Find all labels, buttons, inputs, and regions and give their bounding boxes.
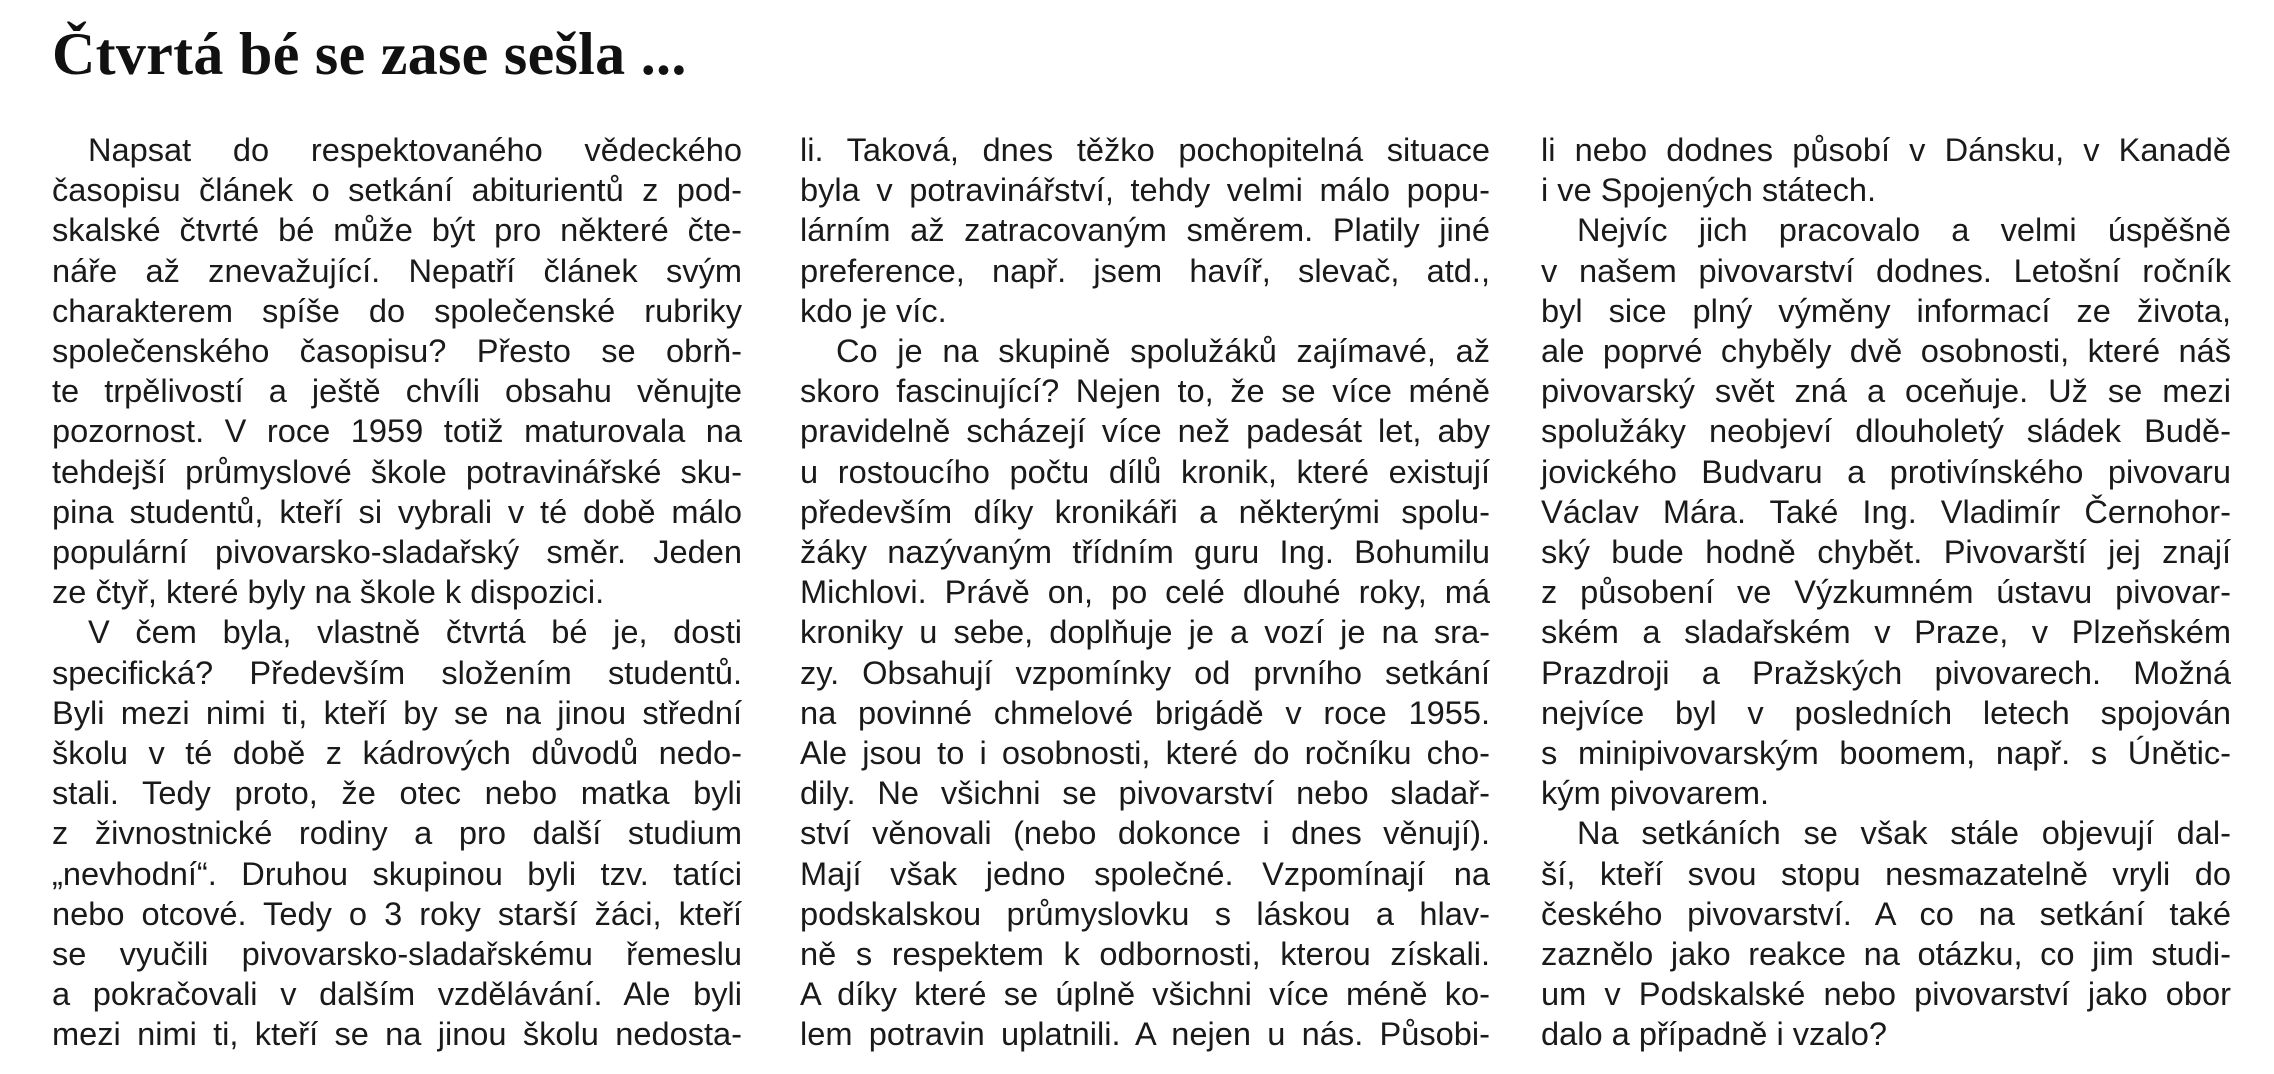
text-line: stali. Tedy proto, že otec nebo matka byli (52, 774, 742, 812)
text-line: i ve Spojených státech. (1541, 171, 1877, 209)
text-line: společenského časopisu? Přesto se obrň- (52, 332, 742, 370)
text-line: Václav Mára. Také Ing. Vladimír Černohor- (1541, 492, 2231, 530)
text-line: s minipivovarským boomem, např. s Únětic- (1541, 734, 2231, 772)
text-line: kroniky u sebe, doplňuje je a vozí je na sra- (800, 613, 1490, 651)
text-line: charakterem spíše do společenské rubriky (52, 291, 742, 329)
text-line: A díky které se úplně všichni více méně ko- (800, 975, 1490, 1013)
text-line: Nejvíc jich pracovalo a velmi úspěšně (1577, 211, 2231, 249)
text-line: populární pivovarsko-sladařský směr. Jeden (52, 533, 742, 571)
text-line: z působení ve Výzkumném ústavu pivovar- (1541, 573, 2231, 611)
text-line: Napsat do respektovaného vědeckého (88, 131, 742, 168)
text-line: Ale jsou to i osobnosti, které do ročníku cho- (800, 734, 1490, 772)
text-line: byl sice plný výměny informací ze života, (1541, 291, 2231, 329)
text-line: v našem pivovarství dodnes. Letošní ročník (1541, 251, 2231, 289)
text-line: žáky nazývaným třídním guru Ing. Bohumilu (800, 533, 1490, 571)
text-line: pozornost. V roce 1959 totiž maturovala na (52, 412, 742, 450)
text-line: mezi nimi ti, kteří se na jinou školu nedosta- (52, 1015, 742, 1053)
text-line: Na setkáních se však stále objevují dal- (1577, 814, 2231, 852)
text-line: ství věnovali (nebo dokonce i dnes věnují). (800, 814, 1490, 852)
text-line: te trpělivostí a ještě chvíli obsahu věnujte (52, 372, 742, 410)
text-line: dily. Ne všichni se pivovarství nebo sladař- (800, 774, 1490, 812)
text-line: „nevhodní“. Druhou skupinou byli tzv. tatíci (52, 854, 742, 892)
text-line: náře až znevažující. Nepatří článek svým (52, 251, 742, 289)
text-line: Michlovi. Právě on, po celé dlouhé roky, má (800, 573, 1490, 611)
text-line: kdo je víc. (800, 291, 947, 329)
article-title: Čtvrtá bé se zase sešla ... (52, 21, 687, 87)
text-line: dalo a případně i vzalo? (1541, 1015, 1887, 1053)
text-line: byla v potravinářství, tehdy velmi málo popu- (800, 171, 1490, 209)
text-line: pivovarský svět zná a oceňuje. Už se mezi (1541, 372, 2231, 410)
text-line: zaznělo jako reakce na otázku, co jim studi- (1541, 935, 2231, 973)
text-line: školu v té době z kádrových důvodů nedo- (52, 734, 742, 772)
text-line: spolužáky neobjeví dlouholetý sládek Budě- (1541, 412, 2231, 450)
article-column-3 (1541, 130, 2231, 1055)
text-line: ší, kteří svou stopu nesmazatelně vryli do (1541, 854, 2231, 892)
text-line: pravidelně scházejí více než padesát let, aby (800, 412, 1490, 450)
text-line: ně s respektem k odbornosti, kterou získali. (800, 935, 1490, 973)
text-line: na povinné chmelové brigádě v roce 1955. (800, 693, 1490, 731)
text-line: tehdejší průmyslové škole potravinářské sku- (52, 452, 742, 490)
article-column-2 (800, 130, 1490, 1055)
text-line: především díky kronikáři a některými spolu- (800, 492, 1490, 530)
text-line: zy. Obsahují vzpomínky od prvního setkání (800, 653, 1490, 691)
text-line: kým pivovarem. (1541, 774, 1770, 812)
text-line: nejvíce byl v posledních letech spojován (1541, 693, 2231, 731)
text-line: pina studentů, kteří si vybrali v té době málo (52, 492, 742, 530)
text-line: Byli mezi nimi ti, kteří by se na jinou střední (52, 693, 742, 731)
text-line: ském a sladařském v Praze, v Plzeňském (1541, 613, 2231, 651)
text-line: u rostoucího počtu dílů kronik, které existují (800, 452, 1490, 490)
text-line: V čem byla, vlastně čtvrtá bé je, dosti (88, 613, 742, 651)
text-line: jovického Budvaru a protivínského pivovaru (1541, 452, 2231, 490)
text-line: ský bude hodně chybět. Pivovarští jej znají (1541, 533, 2231, 571)
text-line: Co je na skupině spolužáků zajímavé, až (836, 332, 1490, 370)
text-line: li. Taková, dnes těžko pochopitelná situace (800, 131, 1490, 168)
text-line: nebo otcové. Tedy o 3 roky starší žáci, kteří (52, 894, 742, 932)
text-line: um v Podskalské nebo pivovarství jako obor (1541, 975, 2231, 1013)
article-column-1 (52, 130, 742, 1055)
text-line: časopisu článek o setkání abiturientů z pod- (52, 171, 742, 209)
text-line: podskalskou průmyslovku s láskou a hlav- (800, 894, 1490, 932)
text-line: lárním až zatracovaným směrem. Platily jiné (800, 211, 1490, 249)
text-line: se vyučili pivovarsko-sladařskému řemeslu (52, 935, 742, 973)
text-line: a pokračovali v dalším vzdělávání. Ale byli (52, 975, 742, 1013)
text-line: preference, např. jsem havíř, slevač, atd., (800, 251, 1490, 289)
text-line: ale poprvé chyběly dvě osobnosti, které náš (1541, 332, 2231, 370)
text-line: z živnostnické rodiny a pro další studium (52, 814, 742, 852)
text-line: Prazdroji a Pražských pivovarech. Možná (1541, 653, 2231, 691)
text-line: ze čtyř, které byly na škole k dispozici. (52, 573, 605, 611)
text-line: li nebo dodnes působí v Dánsku, v Kanadě (1541, 131, 2231, 168)
text-line: lem potravin uplatnili. A nejen u nás. Působi- (800, 1015, 1490, 1053)
text-line: specifická? Především složením studentů. (52, 653, 742, 691)
text-line: českého pivovarství. A co na setkání také (1541, 894, 2231, 932)
text-line: skoro fascinující? Nejen to, že se více méně (800, 372, 1490, 410)
text-line: skalské čtvrté bé může být pro některé čte- (52, 211, 742, 249)
text-line: Mají však jedno společné. Vzpomínají na (800, 854, 1490, 892)
